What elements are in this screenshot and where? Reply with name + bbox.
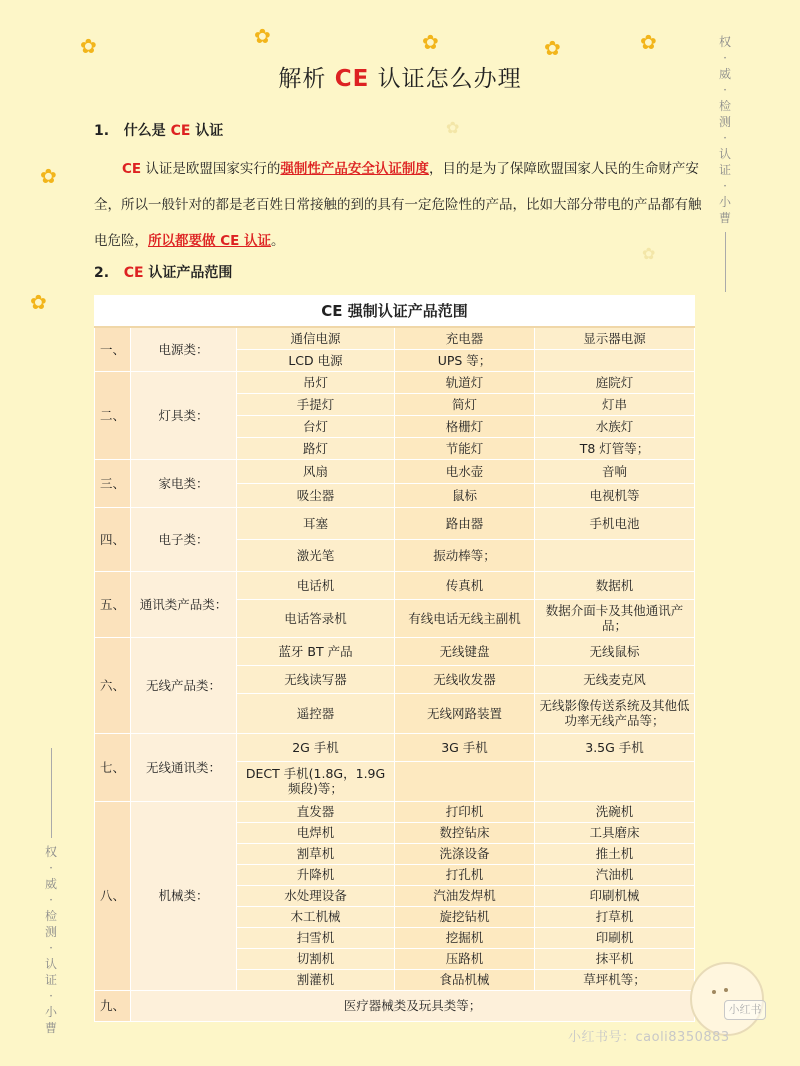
product-cell: 割灌机 (237, 969, 395, 990)
product-cell: 节能灯 (395, 437, 535, 459)
product-cell: 挖掘机 (395, 927, 535, 948)
divider (725, 232, 726, 292)
side-caption-char: 测 (718, 115, 731, 129)
product-cell: 数据机 (535, 571, 695, 599)
table-row (95, 459, 695, 483)
side-caption-char: 小 (44, 1005, 57, 1019)
side-caption-char: 威 (718, 67, 731, 81)
side-caption-char: 权 (44, 845, 57, 859)
product-cell: 切割机 (237, 948, 395, 969)
product-cell: 汽油发焊机 (395, 885, 535, 906)
product-cell: 打草机 (535, 906, 695, 927)
product-cell (535, 761, 695, 801)
product-cell: 风扇 (237, 459, 395, 483)
flower-icon: ✿ (544, 36, 561, 60)
category-name: 医疗器械类及玩具类等； (131, 990, 695, 1021)
product-cell: 耳塞 (237, 507, 395, 539)
side-caption-char: · (49, 989, 53, 1003)
product-cell: 激光笔 (237, 539, 395, 571)
flower-icon: ✿ (254, 24, 271, 48)
side-caption-char: · (49, 861, 53, 875)
product-cell: 路由器 (395, 507, 535, 539)
product-cell: 旋挖钻机 (395, 906, 535, 927)
product-cell: 台灯 (237, 415, 395, 437)
product-cell: 无线网路装置 (395, 693, 535, 733)
category-name: 家电类： (131, 459, 237, 507)
category-number: 八、 (95, 801, 131, 990)
product-cell: 无线收发器 (395, 665, 535, 693)
side-caption-char: · (723, 179, 727, 193)
product-cell: 格栅灯 (395, 415, 535, 437)
section-heading-what-is-ce: 1. 什么是 CE 认证 (94, 123, 224, 139)
product-cell: 洗碗机 (535, 801, 695, 822)
product-cell: 印刷机械 (535, 885, 695, 906)
watermark-text: 小红书号：caoli8350883 (568, 1030, 730, 1045)
product-cell: 电水壶 (395, 459, 535, 483)
side-caption-char: · (49, 941, 53, 955)
product-cell: 工具磨床 (535, 822, 695, 843)
product-cell: 路灯 (237, 437, 395, 459)
product-cell: 数控钻床 (395, 822, 535, 843)
product-cell: 2G 手机 (237, 733, 395, 761)
category-number: 七、 (95, 733, 131, 801)
side-caption-char: 权 (718, 35, 731, 49)
product-cell: 蓝牙 BT 产品 (237, 637, 395, 665)
table-row (95, 371, 695, 393)
flower-icon: ✿ (422, 30, 439, 54)
product-cell: 推土机 (535, 843, 695, 864)
side-caption-char: 曹 (718, 211, 731, 225)
product-cell: 水处理设备 (237, 885, 395, 906)
product-cell: 手提灯 (237, 393, 395, 415)
category-name: 灯具类： (131, 371, 237, 459)
product-cell: 电话答录机 (237, 599, 395, 637)
intro-paragraph: CE 认证是欧盟国家实行的强制性产品安全认证制度，目的是为了保障欧盟国家人民的生命财产安全，所以一般针对的都是老百姓日常接触的到的具有一定危险性的产品，比如大部分带电的产品都有触电危险，所以都要做 CE 认证。 (94, 161, 702, 249)
product-cell: 汽油机 (535, 864, 695, 885)
table-row (95, 507, 695, 539)
mascot-decoration (690, 962, 764, 1036)
category-number: 六、 (95, 637, 131, 733)
category-name: 机械类： (131, 801, 237, 990)
product-cell: 扫雪机 (237, 927, 395, 948)
table-row (95, 327, 695, 349)
product-cell: 3.5G 手机 (535, 733, 695, 761)
product-cell: 振动棒等； (395, 539, 535, 571)
product-cell: 吸尘器 (237, 483, 395, 507)
divider (51, 748, 52, 838)
product-cell: 灯串 (535, 393, 695, 415)
product-cell: 直发器 (237, 801, 395, 822)
product-cell: 无线鼠标 (535, 637, 695, 665)
product-cell: 升降机 (237, 864, 395, 885)
side-caption-char: · (723, 83, 727, 97)
page-title: 解析 CE 认证怎么办理 (278, 66, 522, 92)
product-cell: 压路机 (395, 948, 535, 969)
product-cell: 打孔机 (395, 864, 535, 885)
product-cell: 水族灯 (535, 415, 695, 437)
flower-icon: ✿ (446, 118, 460, 137)
product-cell: 无线键盘 (395, 637, 535, 665)
product-cell: 印刷机 (535, 927, 695, 948)
product-cell: 有线电话无线主副机 (395, 599, 535, 637)
flower-icon: ✿ (30, 290, 47, 314)
category-number: 四、 (95, 507, 131, 571)
product-cell: 庭院灯 (535, 371, 695, 393)
product-cell: 音响 (535, 459, 695, 483)
product-cell: 通信电源 (237, 327, 395, 349)
product-cell (535, 539, 695, 571)
product-cell: 洗涤设备 (395, 843, 535, 864)
product-cell: 手机电池 (535, 507, 695, 539)
product-cell: 数据介面卡及其他通讯产品； (535, 599, 695, 637)
product-cell: 3G 手机 (395, 733, 535, 761)
category-name: 电源类： (131, 327, 237, 371)
product-cell: 草坪机等； (535, 969, 695, 990)
product-cell (535, 349, 695, 371)
product-cell: 鼠标 (395, 483, 535, 507)
flower-icon: ✿ (80, 34, 97, 58)
side-caption-char: · (723, 51, 727, 65)
flower-icon: ✿ (40, 164, 57, 188)
product-cell: 食品机械 (395, 969, 535, 990)
category-name: 电子类： (131, 507, 237, 571)
side-caption-char: 证 (44, 973, 57, 987)
category-number: 一、 (95, 327, 131, 371)
side-caption-char: 曹 (44, 1021, 57, 1035)
product-cell: 打印机 (395, 801, 535, 822)
flower-icon: ✿ (640, 30, 657, 54)
table-row (95, 801, 695, 822)
side-caption-char: 证 (718, 163, 731, 177)
product-cell: UPS 等； (395, 349, 535, 371)
side-caption-char: 认 (44, 957, 57, 971)
side-caption-char: 认 (718, 147, 731, 161)
product-cell: 充电器 (395, 327, 535, 349)
side-caption-char: · (723, 131, 727, 145)
flower-icon: ✿ (642, 244, 656, 263)
product-cell: 吊灯 (237, 371, 395, 393)
product-cell: T8 灯管等； (535, 437, 695, 459)
side-caption-left (42, 748, 60, 1036)
product-scope-table (94, 295, 695, 1022)
product-cell (395, 761, 535, 801)
product-cell: 轨道灯 (395, 371, 535, 393)
category-name: 无线通讯类： (131, 733, 237, 801)
category-number: 五、 (95, 571, 131, 637)
category-name: 通讯类产品类： (131, 571, 237, 637)
side-caption-char: 威 (44, 877, 57, 891)
side-caption-char: 测 (44, 925, 57, 939)
side-caption-char: · (49, 893, 53, 907)
product-cell: 木工机械 (237, 906, 395, 927)
side-caption-char: 检 (718, 99, 731, 113)
side-caption-char: 小 (718, 195, 731, 209)
product-cell: 电焊机 (237, 822, 395, 843)
product-cell: 抹平机 (535, 948, 695, 969)
product-cell: 遥控器 (237, 693, 395, 733)
product-cell: 传真机 (395, 571, 535, 599)
category-name: 无线产品类： (131, 637, 237, 733)
table-row (95, 637, 695, 665)
product-cell: 电话机 (237, 571, 395, 599)
product-cell: LCD 电源 (237, 349, 395, 371)
product-cell: 无线影像传送系统及其他低功率无线产品等； (535, 693, 695, 733)
category-number: 九、 (95, 990, 131, 1021)
category-number: 二、 (95, 371, 131, 459)
product-cell: 简灯 (395, 393, 535, 415)
product-cell: 割草机 (237, 843, 395, 864)
product-cell: DECT 手机(1.8G，1.9G 频段)等； (237, 761, 395, 801)
table-row (95, 571, 695, 599)
table-row (95, 990, 695, 1021)
product-cell: 无线读写器 (237, 665, 395, 693)
product-cell: 无线麦克风 (535, 665, 695, 693)
section-heading-scope: 2. CE 认证产品范围 (94, 265, 233, 281)
table-title: CE 强制认证产品范围 (95, 296, 695, 328)
table-row (95, 733, 695, 761)
watermark-badge: 小红书 (724, 1000, 766, 1020)
side-caption-char: 检 (44, 909, 57, 923)
category-number: 三、 (95, 459, 131, 507)
product-cell: 显示器电源 (535, 327, 695, 349)
product-cell: 电视机等 (535, 483, 695, 507)
